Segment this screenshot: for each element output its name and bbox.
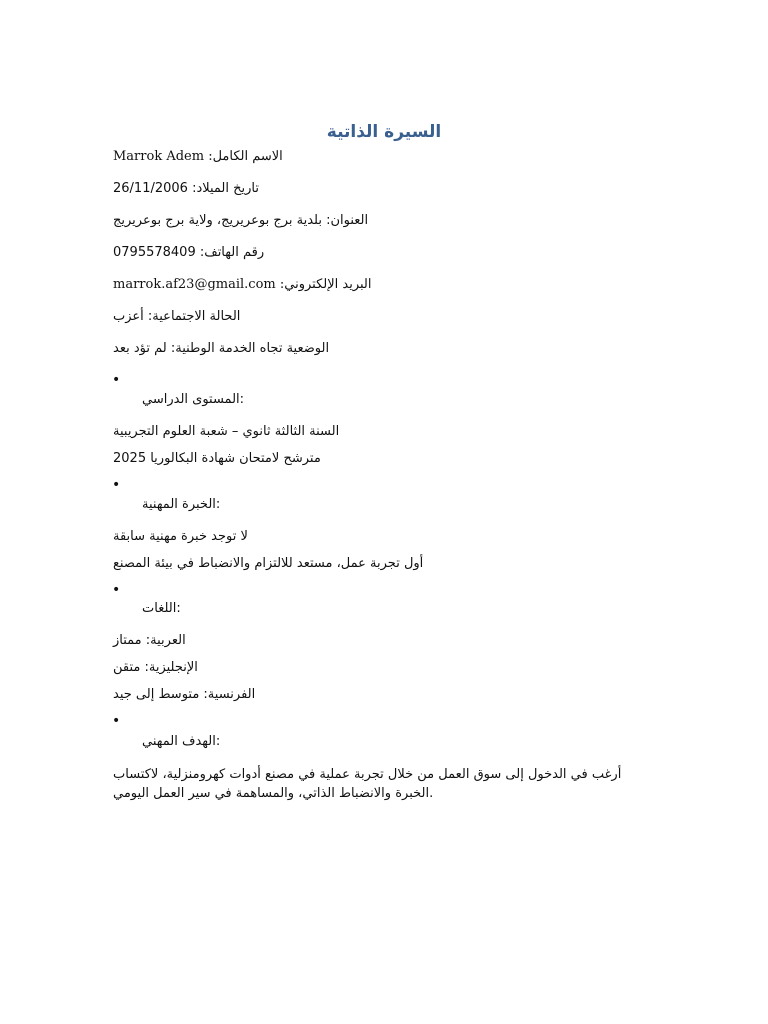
page-title: السيرة الذاتية — [326, 122, 442, 142]
education-line-1: السنة الثالثة ثانوي – شعبة العلوم التجريبية — [113, 424, 340, 439]
bullet-experience: • — [112, 477, 121, 493]
languages-heading: اللغات: — [142, 601, 181, 616]
bullet-education: • — [112, 372, 121, 388]
bullet-objective: • — [112, 713, 121, 729]
language-english: الإنجليزية: متقن — [113, 660, 198, 675]
experience-line-2: أول تجربة عمل، مستعد للالتزام والانضباط في بيئة المصنع — [113, 556, 424, 571]
experience-heading: الخبرة المهنية: — [142, 497, 221, 512]
objective-heading: الهدف المهني: — [142, 734, 221, 749]
address-line: العنوان: بلدية برج بوعريريج، ولاية برج بوعريريج — [113, 213, 369, 228]
military-status-line: الوضعية تجاه الخدمة الوطنية: لم تؤد بعد — [113, 341, 330, 356]
education-heading: المستوى الدراسي: — [142, 392, 245, 407]
marital-status-line: الحالة الاجتماعية: أعزب — [113, 309, 241, 324]
birth-date-line: تاريخ الميلاد: 26/11/2006 — [113, 181, 260, 196]
phone-line: رقم الهاتف: 0795578409 — [113, 245, 265, 260]
experience-line-1: لا توجد خبرة مهنية سابقة — [113, 529, 248, 544]
full-name-line: الاسم الكامل: Marrok Adem — [113, 149, 283, 164]
objective-line-1: أرغب في الدخول إلى سوق العمل من خلال تجربة عملية في مصنع أدوات كهرومنزلية، لاكتساب — [113, 767, 622, 782]
language-french: الفرنسية: متوسط إلى جيد — [113, 687, 256, 702]
objective-line-2: الخبرة والانضباط الذاتي، والمساهمة في سير العمل اليومي. — [113, 786, 434, 801]
bullet-languages: • — [112, 582, 121, 598]
email-line: البريد الإلكتروني: marrok.af23@gmail.com — [113, 277, 372, 292]
language-arabic: العربية: ممتاز — [113, 633, 186, 648]
education-line-2: مترشح لامتحان شهادة البكالوريا 2025 — [113, 451, 321, 466]
objective-paragraph — [113, 765, 658, 803]
